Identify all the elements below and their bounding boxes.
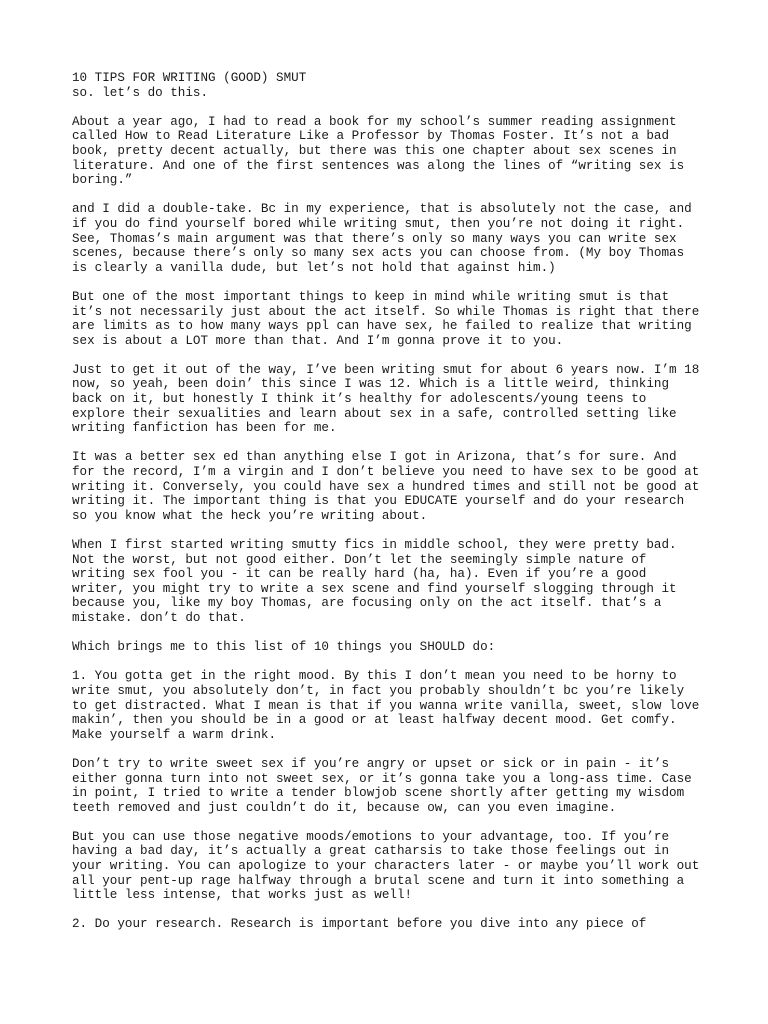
paragraph-gap: [72, 100, 712, 115]
text-line: writing it. Conversely, you could have sex a hundred times and still not be good at: [72, 479, 700, 494]
paragraph-gap: [72, 903, 712, 918]
paragraph: [72, 450, 712, 523]
text-line: Just to get it out of the way, I’ve been writing smut for about 6 years now. I’m 18: [72, 362, 700, 377]
text-line: is clearly a vanilla dude, but let’s not hold that against him.): [72, 260, 556, 275]
text-line: and I did a double-take. Bc in my experience, that is absolutely not the case, and: [72, 202, 692, 217]
text-line: now, so yeah, been doin’ this since I was 12. Which is a little weird, thinking: [72, 377, 670, 392]
text-line: it’s not necessarily just about the act itself. So while Thomas is right that there: [72, 304, 700, 319]
document-body: [72, 86, 712, 932]
text-line: for the record, I’m a virgin and I don’t believe you need to have sex to be good at: [72, 465, 700, 480]
paragraph: [72, 830, 712, 903]
paragraph: [72, 363, 712, 436]
text-line: 2. Do your research. Research is important before you dive into any piece of: [72, 917, 647, 932]
paragraph: [72, 640, 712, 655]
paragraph-gap: [72, 815, 712, 830]
paragraph: [72, 757, 712, 815]
paragraph-gap: [72, 348, 712, 363]
paragraph: [72, 917, 712, 932]
text-line: Not the worst, but not good either. Don’t let the seemingly simple nature of: [72, 552, 647, 567]
text-line: But one of the most important things to keep in mind while writing smut is that: [72, 289, 670, 304]
text-line: boring.”: [72, 173, 133, 188]
text-line: all your pent-up rage halfway through a brutal scene and turn it into something a: [72, 873, 685, 888]
paragraph-gap: [72, 275, 712, 290]
text-line: About a year ago, I had to read a book for my school’s summer reading assignment: [72, 114, 677, 129]
paragraph: [72, 86, 712, 101]
text-line: makin’, then you should be in a good or at least halfway decent mood. Get comfy.: [72, 713, 677, 728]
text-line: Which brings me to this list of 10 things you SHOULD do:: [72, 640, 496, 655]
text-line: See, Thomas’s main argument was that there’s only so many ways you can write sex: [72, 231, 677, 246]
paragraph-gap: [72, 655, 712, 670]
paragraph: [72, 669, 712, 742]
paragraph: [72, 538, 712, 626]
paragraph: [72, 202, 712, 275]
text-line: to get distracted. What I mean is that if you wanna write vanilla, sweet, slow love: [72, 698, 700, 713]
text-line: teeth removed and just couldn’t do it, because ow, can you even imagine.: [72, 800, 617, 815]
text-line: writing fanfiction has been for me.: [72, 421, 337, 436]
paragraph-gap: [72, 523, 712, 538]
text-line: writer, you might try to write a sex scene and find yourself slogging through it: [72, 581, 677, 596]
text-line: having a bad day, it’s actually a great catharsis to take those feelings out in: [72, 844, 670, 859]
text-line: so you know what the heck you’re writing about.: [72, 508, 428, 523]
text-line: your writing. You can apologize to your characters later - or maybe you’ll work out: [72, 859, 700, 874]
text-line: because you, like my boy Thomas, are focusing only on the act itself. that’s a: [72, 596, 662, 611]
paragraph-gap: [72, 188, 712, 203]
text-line: back on it, but honestly I think it’s healthy for adolescents/young teens to: [72, 392, 647, 407]
text-line: so. let’s do this.: [72, 85, 209, 100]
text-line: writing sex fool you - it can be really hard (ha, ha). Even if you’re a good: [72, 567, 647, 582]
text-line: either gonna turn into not sweet sex, or it’s gonna take you a long-ass time. Case: [72, 771, 692, 786]
text-line: 1. You gotta get in the right mood. By this I don’t mean you need to be horny to: [72, 669, 677, 684]
text-line: book, pretty decent actually, but there was this one chapter about sex scenes in: [72, 143, 677, 158]
text-line: sex is about a LOT more than that. And I’m gonna prove it to you.: [72, 333, 564, 348]
text-line: writing it. The important thing is that you EDUCATE yourself and do your research: [72, 494, 685, 509]
text-line: It was a better sex ed than anything else I got in Arizona, that’s for sure. And: [72, 450, 677, 465]
paragraph: [72, 290, 712, 348]
text-line: literature. And one of the first sentences was along the lines of “writing sex is: [72, 158, 685, 173]
text-line: But you can use those negative moods/emotions to your advantage, too. If you’re: [72, 829, 670, 844]
paragraph-gap: [72, 742, 712, 757]
paragraph: [72, 115, 712, 188]
text-line: Make yourself a warm drink.: [72, 727, 277, 742]
text-line: scenes, because there’s only so many sex acts you can choose from. (My boy Thomas: [72, 246, 685, 261]
text-line: are limits as to how many ways ppl can have sex, he failed to realize that writing: [72, 319, 692, 334]
document-title: 10 TIPS FOR WRITING (GOOD) SMUT: [72, 71, 307, 85]
text-line: Don’t try to write sweet sex if you’re angry or upset or sick or in pain - it’s: [72, 756, 670, 771]
text-line: explore their sexualities and learn about sex in a safe, controlled setting like: [72, 406, 677, 421]
paragraph-gap: [72, 436, 712, 451]
paragraph-gap: [72, 626, 712, 641]
text-line: When I first started writing smutty fics in middle school, they were pretty bad.: [72, 538, 677, 552]
text-line: in point, I tried to write a tender blowjob scene shortly after getting my wisdom: [72, 786, 685, 801]
document-page: [72, 71, 712, 932]
text-line: little less intense, that works just as well!: [72, 888, 413, 903]
text-line: mistake. don’t do that.: [72, 610, 246, 625]
text-line: if you do find yourself bored while writing smut, then you’re not doing it right.: [72, 216, 685, 231]
text-line: write smut, you absolutely don’t, in fact you probably shouldn’t bc you’re likely: [72, 683, 685, 698]
text-line: called How to Read Literature Like a Professor by Thomas Foster. It’s not a bad: [72, 129, 670, 144]
